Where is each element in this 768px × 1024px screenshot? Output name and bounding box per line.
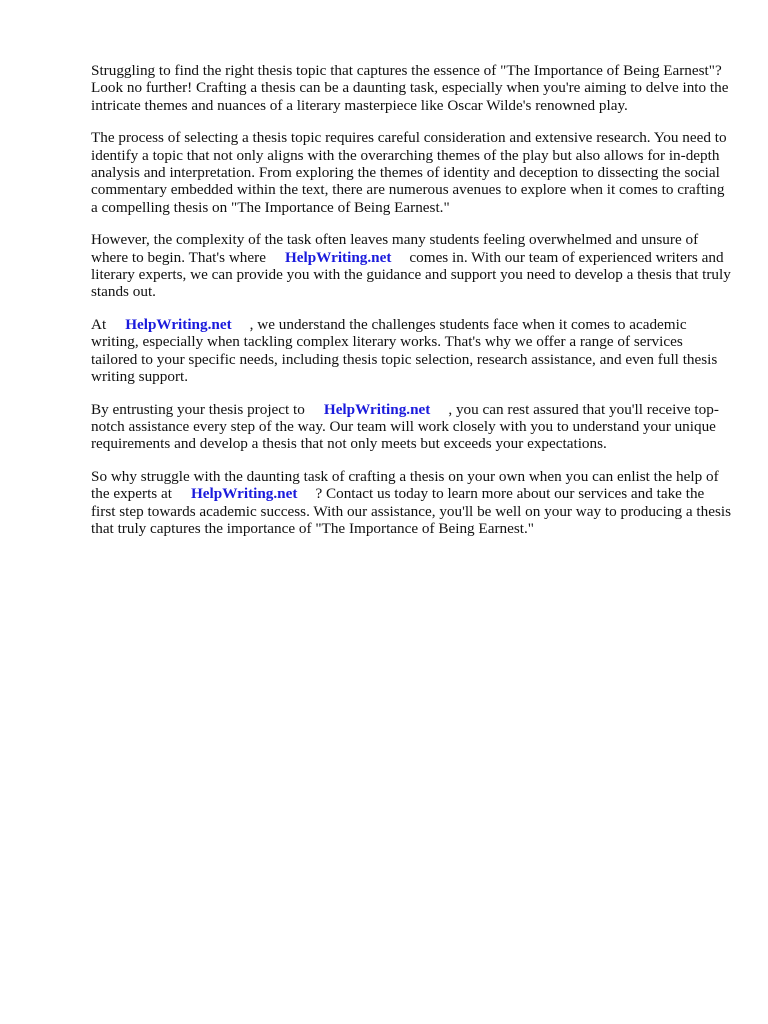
paragraph-entrusting-text-end: , you can rest assured that you'll receive top-notch assistance every step of the way. Our team will work closely with you to understand your unique requirements and develop a thesis that not only meets but exceeds your expectations.: [91, 400, 719, 453]
paragraph-conclusion-text-end: ? Contact us today to learn more about our services and take the first step towards academic success. With our assistance, you'll be well on your way to producing a thesis that truly captures the importance of "The Importance of Being Earnest.": [91, 485, 731, 538]
paragraph-intro: Struggling to find the right thesis topic that captures the essence of "The Importance of Being Earnest"? Look no further! Crafting a thesis can be a daunting task, especially when you're aiming to delve into the intricate themes and nuances of a literary masterpiece like Oscar Wilde's renowned play.: [91, 62, 729, 114]
paragraph-complexity: [91, 231, 731, 300]
helpwriting-link[interactable]: HelpWriting.net: [125, 316, 232, 334]
helpwriting-link[interactable]: HelpWriting.net: [190, 485, 298, 503]
paragraph-conclusion-text-start: So why struggle with the daunting task of crafting a thesis on your own when you can enlist the help of the experts at: [91, 468, 719, 503]
paragraph-entrusting-text-start: By entrusting your thesis project to: [91, 400, 305, 418]
paragraph-entrusting: [91, 401, 731, 453]
document-body: [91, 62, 731, 553]
paragraph-understand-text-end: , we understand the challenges students face when it comes to academic writing, especially when tackling complex literary works. That's why we offer a range of services tailored to your specific needs, including thesis topic selection, research assistance, and even full thesis writing support.: [91, 316, 718, 385]
paragraph-process: The process of selecting a thesis topic requires careful consideration and extensive research. You need to identify a topic that not only aligns with the overarching themes of the play but also allows for in-depth analysis and interpretation. From exploring the themes of identity and deception to dissecting the social commentary embedded within the text, there are numerous avenues to explore when it comes to crafting a compelling thesis on "The Importance of Being Earnest.": [91, 129, 727, 216]
paragraph-understand-text-start: At: [91, 316, 107, 334]
helpwriting-link[interactable]: HelpWriting.net: [284, 248, 392, 266]
helpwriting-link[interactable]: HelpWriting.net: [323, 400, 431, 418]
paragraph-conclusion: [91, 468, 731, 537]
paragraph-understand: [91, 316, 731, 385]
paragraph-complexity-text-start: However, the complexity of the task often leaves many students feeling overwhelmed and unsure of where to begin. That's where: [91, 231, 699, 266]
paragraph-complexity-text-end: comes in. With our team of experienced writers and literary experts, we can provide you with the guidance and support you need to develop a thesis that truly stands out.: [91, 248, 731, 301]
